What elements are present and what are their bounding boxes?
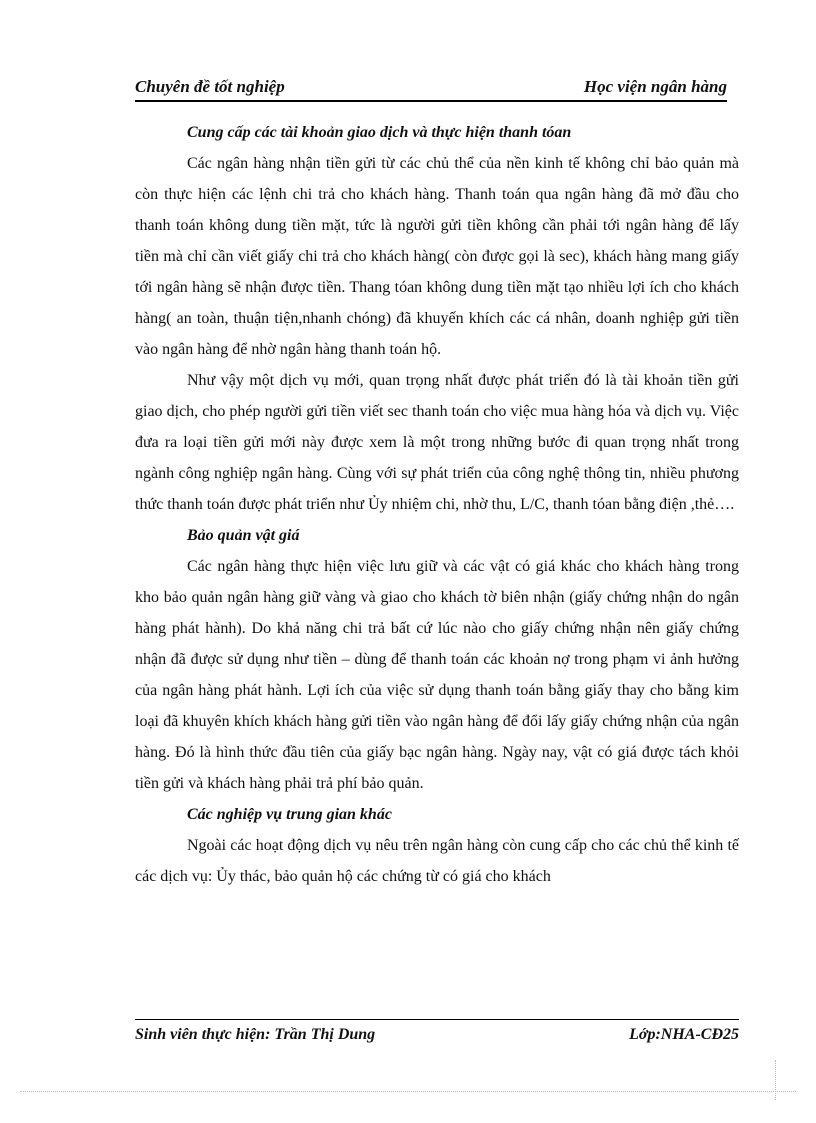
page-boundary	[20, 1091, 796, 1092]
page-header	[135, 74, 727, 102]
paragraph: Ngoài các hoạt động dịch vụ nêu trên ngân hàng còn cung cấp cho các chủ thể kinh tế các dịch vụ: Ủy thác, bảo quản hộ các chứng từ có giá cho khách	[135, 837, 739, 885]
page-footer	[135, 1019, 739, 1046]
header-institution: Học viện ngân hàng	[583, 77, 727, 96]
paragraph: Như vậy một dịch vụ mới, quan trọng nhất được phát triển đó là tài khoản tiền gửi giao dịch, cho phép người gửi tiền viết sec thanh toán cho việc mua hàng hóa và dịch vụ. Việc đưa ra loại tiền gửi mới này được xem là một trong những bước đi quan trọng nhất trong ngành công nghiệp ngân hàng. Cùng với sự phát triển của công nghệ thông tin, nhiều phương thức thanh toán được phát triển như Ủy nhiệm chi, nhờ thu, L/C, thanh tóan bằng điện ,thẻ….	[135, 372, 739, 513]
header-document-type: Chuyên đề tốt nghiệp	[135, 77, 285, 96]
section-heading-other-services: Các nghiệp vụ trung gian khác	[187, 806, 392, 823]
page-boundary-corner	[775, 1060, 776, 1100]
paragraph: Các ngân hàng nhận tiền gửi từ các chủ thể của nền kinh tế không chỉ bảo quản mà còn thực hiện các lệnh chi trả cho khách hàng. Thanh toán qua ngân hàng đã mở đầu cho thanh toán không dung tiền mặt, tức là người gửi tiền không cần phải tới ngân hàng để lấy tiền mà chỉ cần viết giấy chi trả cho khách hàng( còn được gọi là sec), khách hàng mang giấy tới ngân hàng sẽ nhận được tiền. Thang tóan không dung tiền mặt tạo nhiều lợi ích cho khách hàng( an toàn, thuận tiện,nhanh chóng) đã khuyến khích các cá nhân, doanh nghiệp gửi tiền vào ngân hàng để nhờ ngân hàng thanh toán hộ.	[135, 155, 739, 358]
section-heading-safekeeping: Bảo quản vật giá	[187, 527, 300, 544]
document-body	[135, 117, 739, 892]
footer-class-code: Lớp:NHA-CĐ25	[629, 1026, 739, 1043]
section-heading-payment-accounts: Cung cấp các tài khoản giao dịch và thực hiện thanh tóan	[187, 124, 572, 141]
paragraph: Các ngân hàng thực hiện việc lưu giữ và các vật có giá khác cho khách hàng trong kho bảo quản ngân hàng giữ vàng và giao cho khách tờ biên nhận (giấy chứng nhận do ngân hàng phát hành). Do khả năng chi trả bất cứ lúc nào cho giấy chứng nhận nên giấy chứng nhận đã được sử dụng như tiền – dùng để thanh toán các khoản nợ trong phạm vi ảnh hưởng của ngân hàng phát hành. Lợi ích của việc sử dụng thanh toán bằng giấy thay cho bằng kim loại đã khuyên khích khách hàng gửi tiền vào ngân hàng để đổi lấy giấy chứng nhận của ngân hàng. Đó là hình thức đầu tiên của giấy bạc ngân hàng. Ngày nay, vật có giá được tách khỏi tiền gửi và khách hàng phải trả phí bảo quản.	[135, 558, 739, 792]
footer-student-name: Sinh viên thực hiện: Trần Thị Dung	[135, 1026, 376, 1043]
